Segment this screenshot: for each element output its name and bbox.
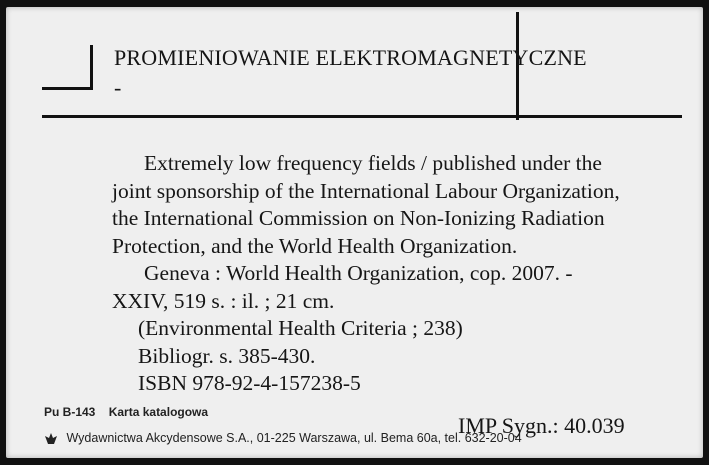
publisher-logo-icon	[44, 432, 58, 445]
isbn: ISBN 978-92-4-157238-5	[138, 371, 361, 395]
bibliographic-record	[112, 150, 632, 398]
bibliography-note: Bibliogr. s. 385-430.	[138, 343, 316, 368]
form-name: Karta katalogowa	[108, 405, 209, 419]
horizontal-rule	[42, 115, 682, 118]
catalog-card	[6, 7, 703, 458]
subject-heading: PROMIENIOWANIE ELEKTROMAGNETYCZNE	[114, 45, 587, 70]
title-statement: Extremely low frequency fields / published under the joint sponsorship of the International Labour Organization, the International Commission on Non-Ionizing Radiation Protection, and the World Health Organization.	[112, 151, 620, 258]
form-label	[44, 405, 208, 419]
call-number: IMP Sygn.: 40.039	[458, 413, 625, 438]
publisher-text: Wydawnictwa Akcydensowe S.A., 01-225 Warszawa, ul. Bema 60a, tel. 632-20-04	[66, 431, 522, 445]
corner-mark-horizontal	[42, 87, 93, 90]
form-code: Pu B-143	[44, 405, 96, 419]
corner-mark-vertical	[90, 45, 93, 90]
publisher-line	[44, 431, 522, 445]
series-statement: (Environmental Health Criteria ; 238)	[138, 316, 463, 340]
imprint: Geneva : World Health Organization, cop. 2007. - XXIV, 519 s. : il. ; 21 cm.	[112, 261, 573, 313]
subject-subheading: -	[114, 75, 122, 100]
